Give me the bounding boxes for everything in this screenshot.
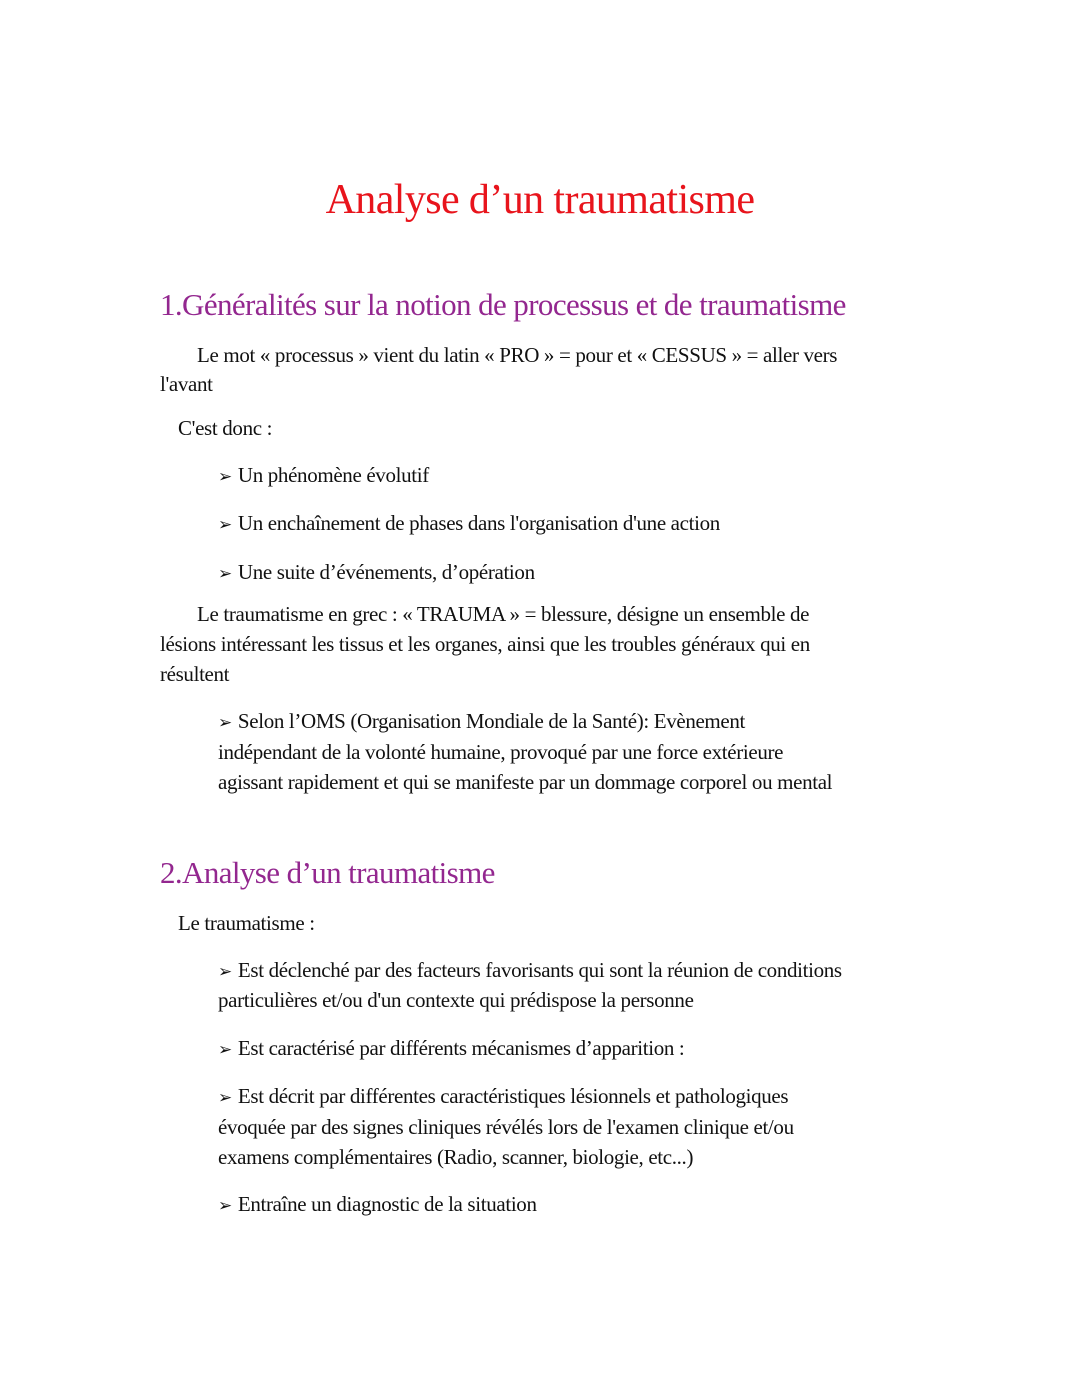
list-item [218, 1083, 788, 1111]
paragraph-line: l'avant [160, 372, 213, 396]
list-item-continuation: évoquée par des signes cliniques révélés lors de l'examen clinique et/ou [218, 1115, 794, 1139]
arrowhead-bullet-icon: ➢ [218, 564, 232, 584]
arrowhead-bullet-icon: ➢ [218, 1196, 232, 1216]
paragraph-line: Le mot « processus » vient du latin « PRO » = pour et « CESSUS » = aller vers [197, 343, 838, 367]
list-item [218, 1035, 684, 1063]
list-item [218, 1191, 537, 1219]
list-item [218, 708, 745, 736]
list-item-continuation: agissant rapidement et qui se manifeste par un dommage corporel ou mental [218, 770, 833, 794]
arrowhead-bullet-icon: ➢ [218, 962, 232, 982]
paragraph-line: C'est donc : [178, 416, 273, 440]
list-item-text: Un phénomène évolutif [237, 463, 429, 487]
arrowhead-bullet-icon: ➢ [218, 713, 232, 733]
list-item [218, 462, 429, 490]
paragraph-line: Le traumatisme : [178, 911, 315, 935]
section-1-heading: 1.Généralités sur la notion de processus et de traumatisme [160, 287, 846, 322]
list-item-continuation: indépendant de la volonté humaine, provoqué par une force extérieure [218, 740, 784, 764]
list-item [218, 559, 535, 587]
list-item [218, 510, 720, 538]
list-item-continuation: particulières et/ou d'un contexte qui prédispose la personne [218, 988, 694, 1012]
arrowhead-bullet-icon: ➢ [218, 467, 232, 487]
list-item-text: Selon l’OMS (Organisation Mondiale de la Santé): Evènement [237, 709, 746, 733]
list-item-text: Est caractérisé par différents mécanismes d’apparition : [237, 1036, 685, 1060]
paragraph-line: résultent [160, 662, 230, 686]
paragraph-line: Le traumatisme en grec : « TRAUMA » = blessure, désigne un ensemble de [197, 602, 810, 626]
page-title: Analyse d’un traumatisme [325, 177, 755, 223]
list-item-text: Une suite d’événements, d’opération [237, 560, 535, 584]
arrowhead-bullet-icon: ➢ [218, 1040, 232, 1060]
paragraph-line: lésions intéressant les tissus et les organes, ainsi que les troubles généraux qui en [160, 632, 810, 656]
arrowhead-bullet-icon: ➢ [218, 1088, 232, 1108]
list-item-continuation: examens complémentaires (Radio, scanner, biologie, etc...) [218, 1145, 694, 1169]
list-item-text: Entraîne un diagnostic de la situation [237, 1192, 537, 1216]
section-2-heading: 2.Analyse d’un traumatisme [160, 855, 495, 890]
list-item-text: Un enchaînement de phases dans l'organisation d'une action [237, 511, 720, 535]
list-item-text: Est déclenché par des facteurs favorisants qui sont la réunion de conditions [237, 958, 842, 982]
arrowhead-bullet-icon: ➢ [218, 515, 232, 535]
list-item-text: Est décrit par différentes caractéristiques lésionnels et pathologiques [237, 1084, 789, 1108]
list-item [218, 957, 842, 985]
